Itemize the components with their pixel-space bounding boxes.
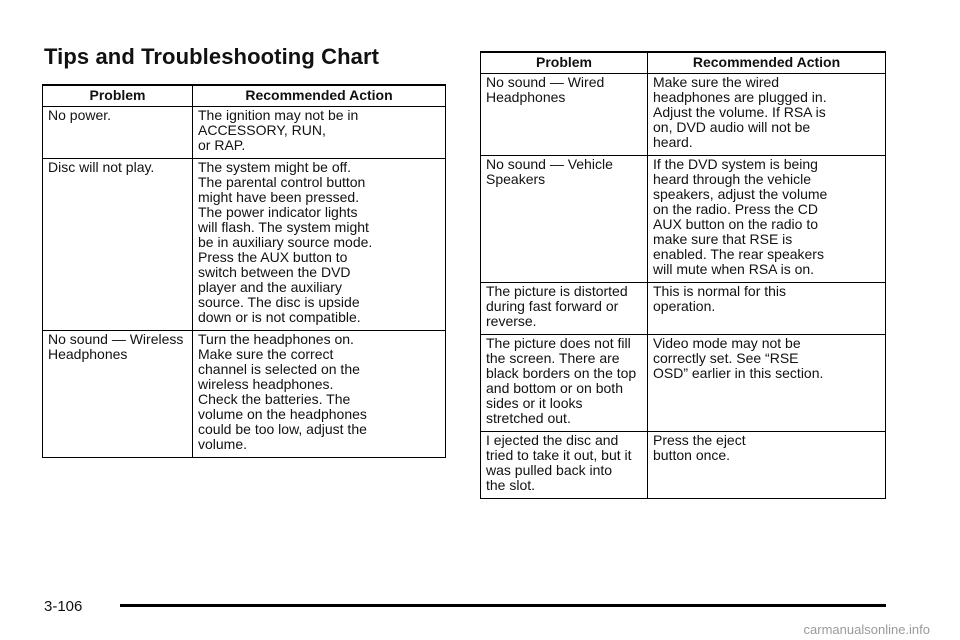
- header-recommended-action: Recommended Action: [648, 52, 886, 74]
- page-number: 3-106: [44, 598, 83, 615]
- table-row: [43, 331, 446, 458]
- page-title: Tips and Troubleshooting Chart: [44, 44, 380, 69]
- header-recommended-action: Recommended Action: [193, 85, 446, 107]
- troubleshooting-table-right: [480, 51, 886, 499]
- problem-cell: I ejected the disc and tried to take it out, but it was pulled back into the slot.: [481, 432, 648, 499]
- problem-cell: The picture is distorted during fast forward or reverse.: [481, 283, 648, 335]
- table-row: [481, 74, 886, 156]
- watermark: carmanualsonline.info: [803, 622, 930, 637]
- action-cell: The ignition may not be in ACCESSORY, RUN, or RAP.: [193, 107, 446, 159]
- table-header-row: [481, 52, 886, 74]
- action-cell: If the DVD system is being heard through the vehicle speakers, adjust the volume on the radio. Press the CD AUX button on the radio to make sure that RSE is enabled. The rear speakers will mute when RSA is on.: [648, 156, 886, 283]
- problem-cell: No sound — Wired Headphones: [481, 74, 648, 156]
- action-cell: Make sure the wired headphones are plugged in. Adjust the volume. If RSA is on, DVD audio will not be heard.: [648, 74, 886, 156]
- table-row: [481, 335, 886, 432]
- footer-rule: [120, 604, 886, 607]
- table-row: [481, 156, 886, 283]
- header-problem: Problem: [481, 52, 648, 74]
- problem-cell: Disc will not play.: [43, 159, 193, 331]
- problem-cell: No power.: [43, 107, 193, 159]
- table-row: [43, 159, 446, 331]
- action-cell: Turn the headphones on. Make sure the correct channel is selected on the wireless headphones. Check the batteries. The volume on the headphones could be too low, adjust the volume.: [193, 331, 446, 458]
- table-row: [43, 107, 446, 159]
- action-cell: Video mode may not be correctly set. See “RSE OSD” earlier in this section.: [648, 335, 886, 432]
- troubleshooting-table-left: [42, 84, 446, 458]
- action-cell: This is normal for this operation.: [648, 283, 886, 335]
- table-row: [481, 283, 886, 335]
- header-problem: Problem: [43, 85, 193, 107]
- table-row: [481, 432, 886, 499]
- action-cell: Press the eject button once.: [648, 432, 886, 499]
- action-cell: The system might be off. The parental control button might have been pressed. The power indicator lights will flash. The system might be in auxiliary source mode. Press the AUX button to switch between the DVD player and the auxiliary source. The disc is upside down or is not compatible.: [193, 159, 446, 331]
- problem-cell: No sound — Vehicle Speakers: [481, 156, 648, 283]
- problem-cell: The picture does not fill the screen. There are black borders on the top and bottom or on both sides or it looks stretched out.: [481, 335, 648, 432]
- table-header-row: [43, 85, 446, 107]
- problem-cell: No sound — Wireless Headphones: [43, 331, 193, 458]
